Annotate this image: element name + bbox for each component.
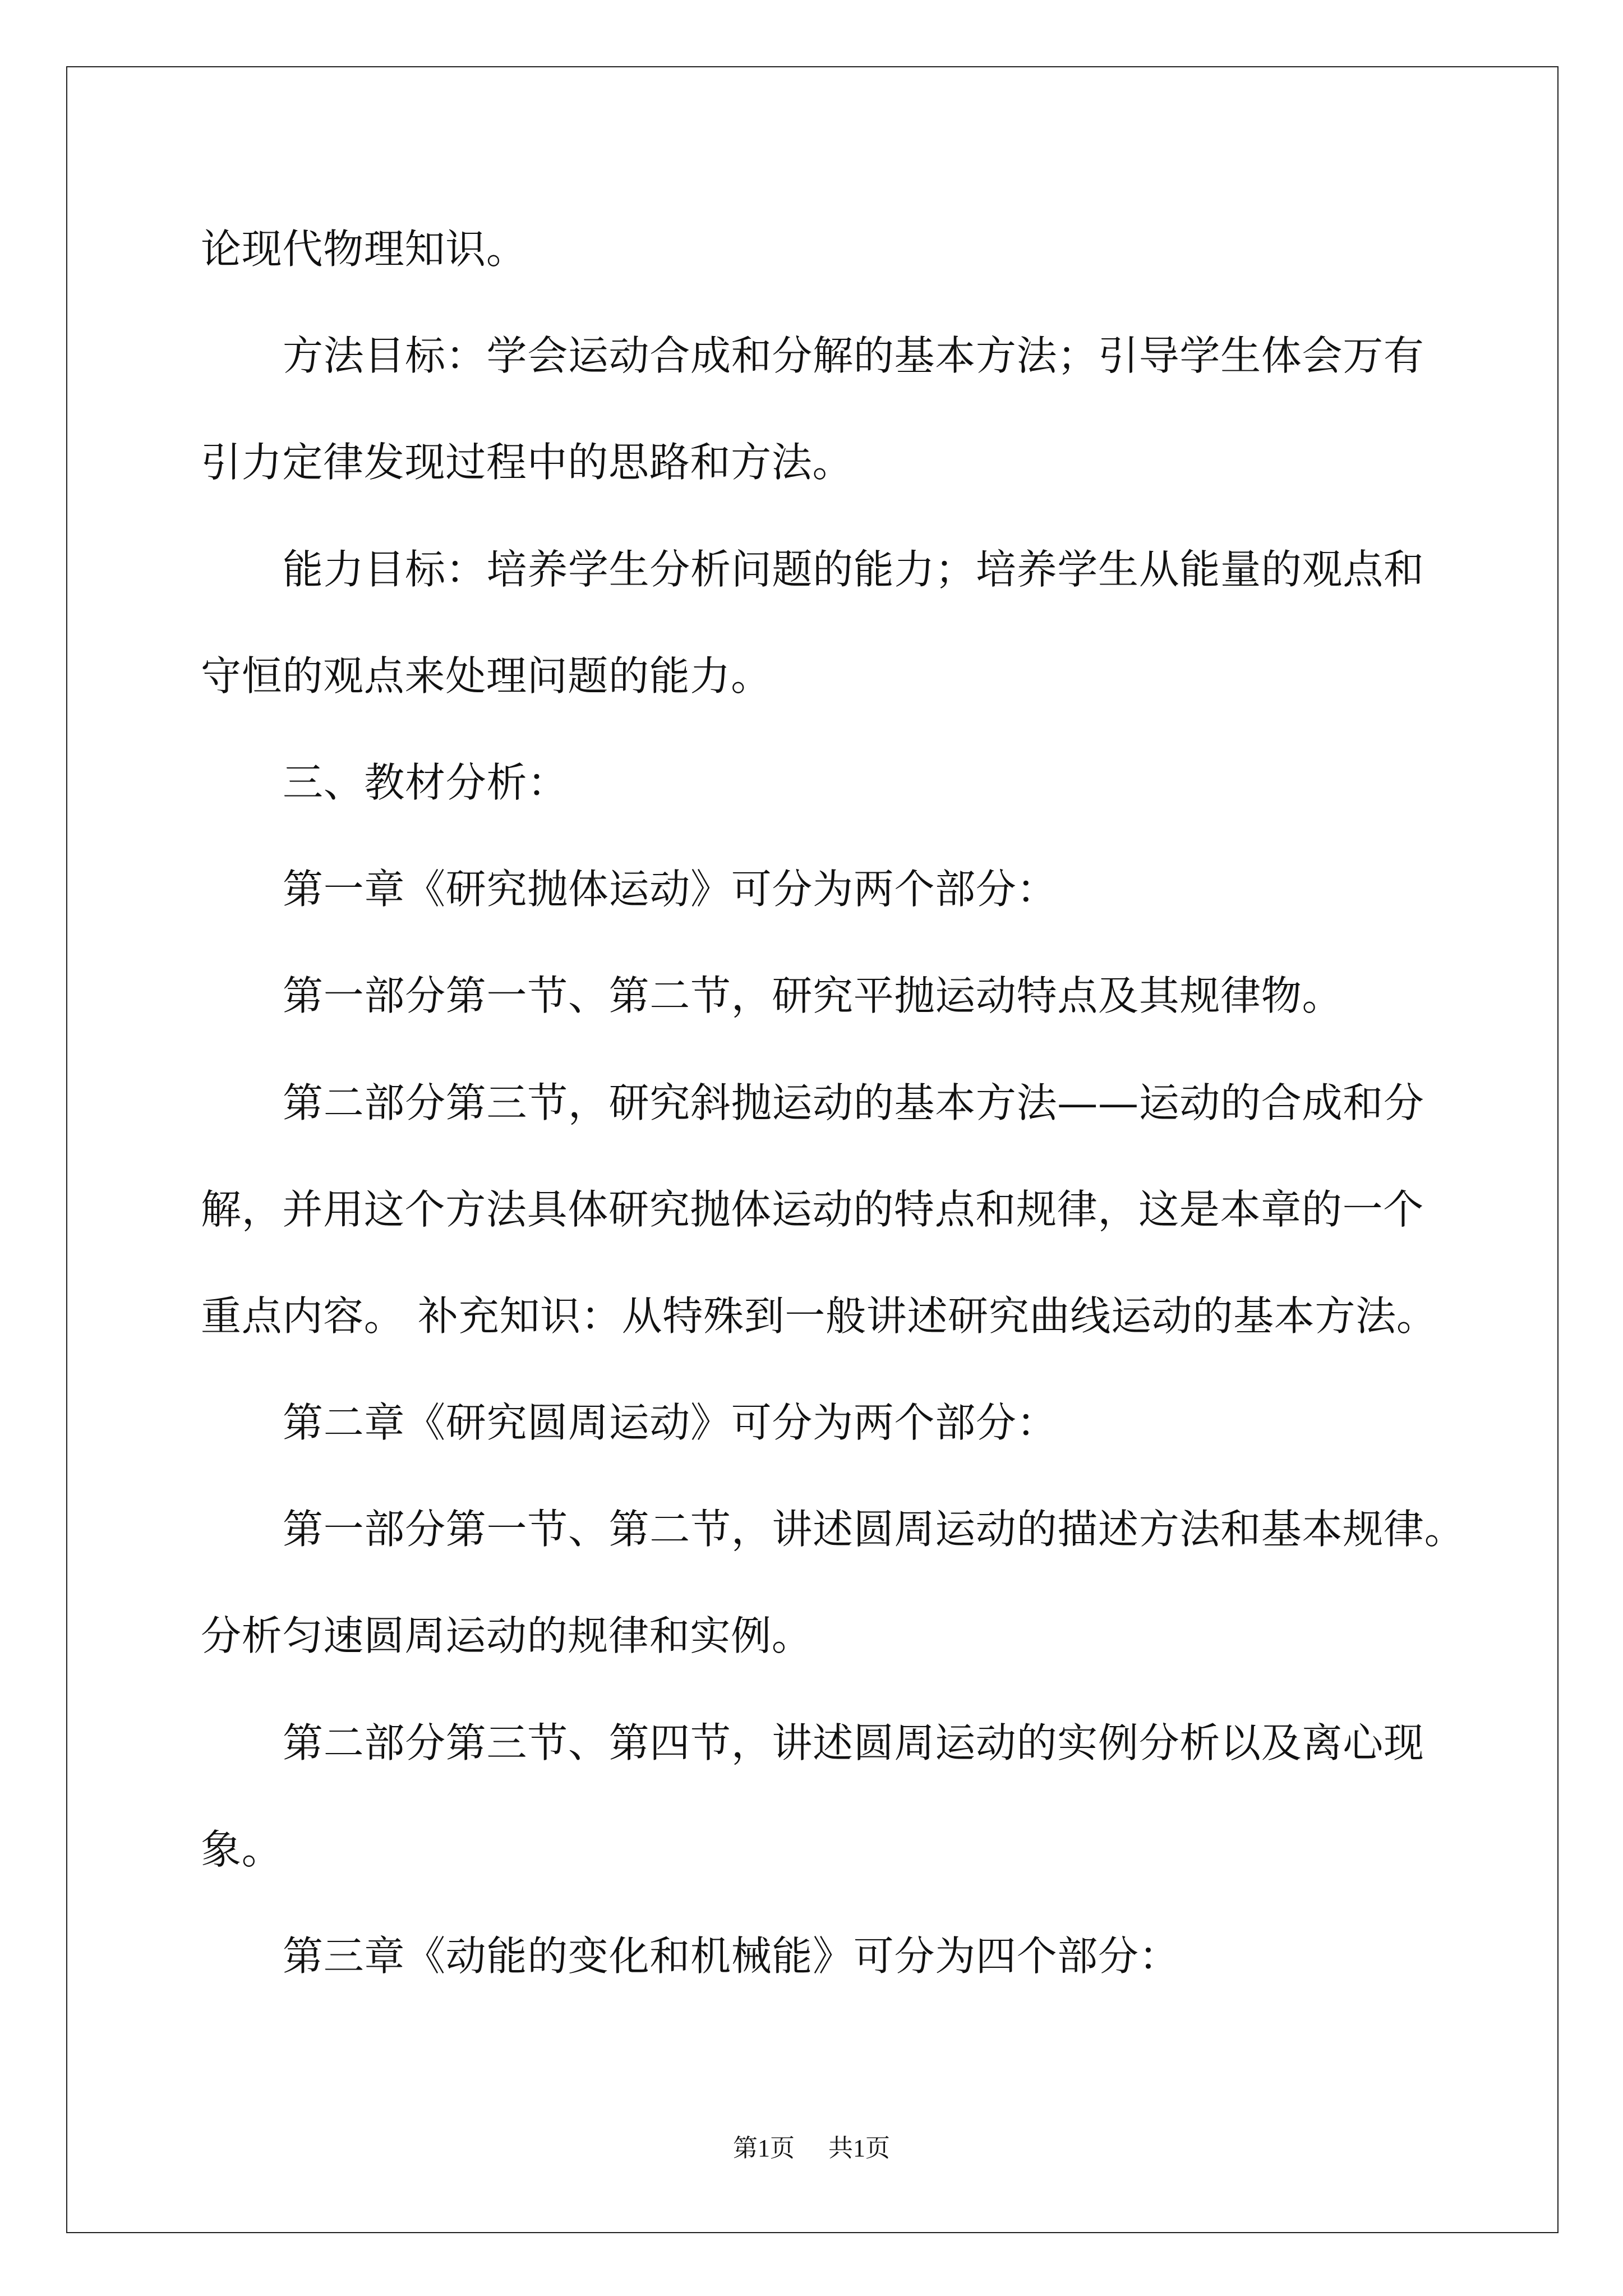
text-line: 第二章《研究圆周运动》可分为两个部分： — [283, 1399, 1058, 1447]
text-line: 三、教材分析： — [283, 758, 568, 806]
paragraph — [201, 942, 1536, 1049]
text-line: 论现代物理知识。 — [201, 226, 527, 273]
paragraph — [201, 196, 1536, 302]
paragraph — [201, 1476, 1536, 1689]
text-line: 守恒的观点来处理问题的能力。 — [201, 652, 772, 700]
text-line: 第三章《动能的变化和机械能》可分为四个部分： — [283, 1932, 1180, 1980]
text-line: 能力目标：培养学生分析问题的能力；培养学生从能量的观点和 — [283, 545, 1424, 593]
text-line: 第二部分第三节，研究斜抛运动的基本方法——运动的合成和分 — [283, 1079, 1424, 1126]
paragraph — [201, 302, 1536, 516]
paragraph — [201, 1050, 1536, 1370]
section-heading — [201, 729, 1536, 836]
paragraph — [201, 1369, 1536, 1476]
text-line: 解，并用这个方法具体研究抛体运动的特点和规律，这是本章的一个 — [201, 1185, 1424, 1233]
current-page-number: 第1页 — [733, 2134, 795, 2162]
text-line: 第一章《研究抛体运动》可分为两个部分： — [283, 866, 1058, 913]
total-pages: 共1页 — [828, 2134, 890, 2162]
text-line: 引力定律发现过程中的思路和方法。 — [201, 439, 854, 486]
page-footer — [0, 2132, 1623, 2165]
paragraph — [201, 516, 1536, 729]
text-line: 第一部分第一节、第二节，研究平抛运动特点及其规律物。 — [283, 972, 1343, 1020]
paragraph — [201, 1903, 1536, 2009]
text-line: 方法目标：学会运动合成和分解的基本方法；引导学生体会万有 — [283, 332, 1424, 380]
text-line: 象。 — [201, 1825, 283, 1873]
text-line: 分析匀速圆周运动的规律和实例。 — [201, 1612, 813, 1660]
text-line: 第二部分第三节、第四节，讲述圆周运动的实例分析以及离心现 — [283, 1719, 1424, 1766]
paragraph — [201, 1690, 1536, 1903]
paragraph — [201, 836, 1536, 942]
text-line: 第一部分第一节、第二节，讲述圆周运动的描述方法和基本规律。 — [283, 1506, 1465, 1553]
document-body — [201, 196, 1536, 2009]
text-line: 重点内容。 补充知识：从特殊到一般讲述研究曲线运动的基本方法。 — [201, 1292, 1437, 1340]
